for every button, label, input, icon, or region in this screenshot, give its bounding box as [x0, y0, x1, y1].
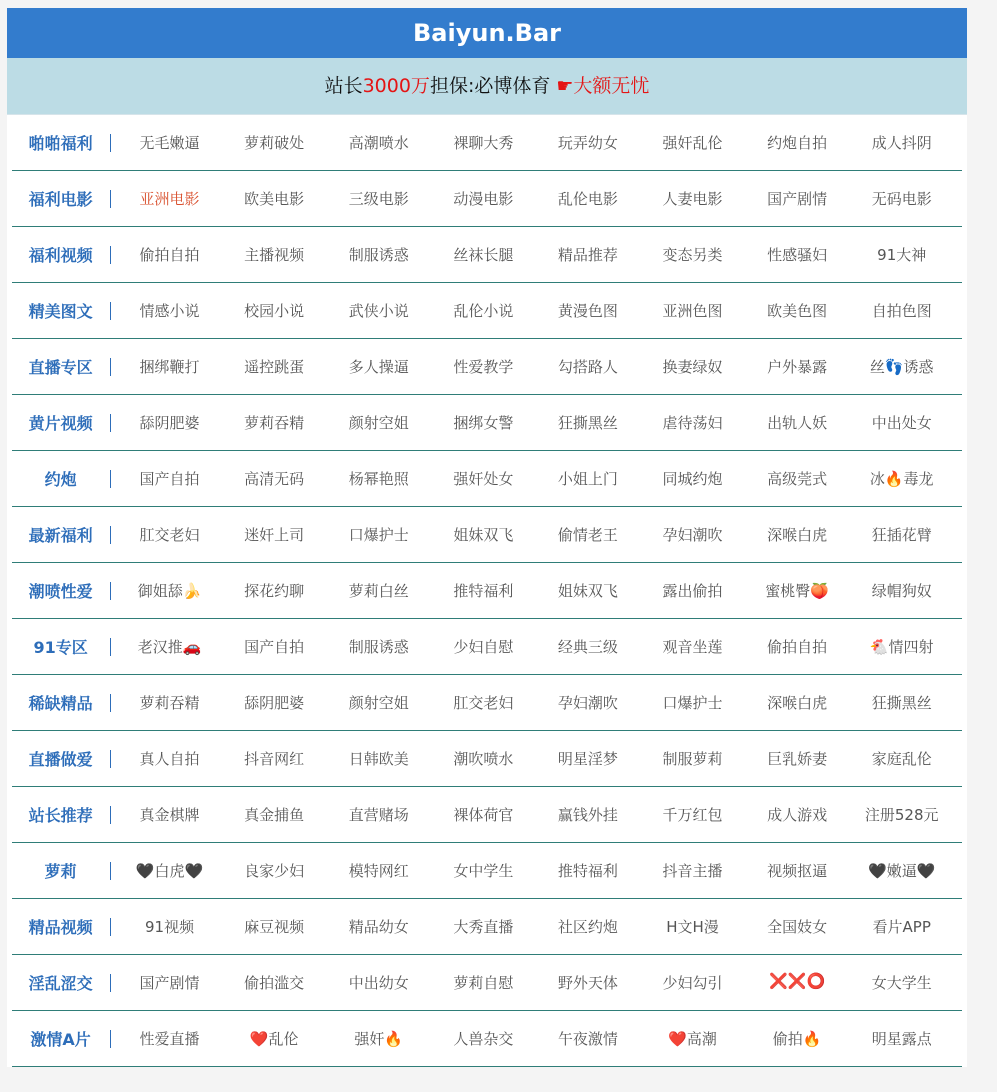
nav-link[interactable]: 人兽杂交: [453, 1030, 514, 1048]
nav-link[interactable]: 丝👣诱惑: [869, 358, 934, 376]
nav-link[interactable]: 91大神: [877, 246, 927, 264]
nav-link[interactable]: 巨乳娇妻: [767, 750, 828, 768]
nav-link[interactable]: 校园小说: [244, 302, 305, 320]
nav-link[interactable]: 肛交老妇: [453, 694, 514, 712]
row-category-title: 约炮: [12, 467, 117, 490]
nav-link[interactable]: 野外天体: [557, 974, 618, 992]
row-links: [117, 412, 962, 433]
nav-link[interactable]: 户外暴露: [767, 358, 828, 376]
nav-link[interactable]: 蜜桃臀🍑: [765, 582, 829, 600]
nav-link[interactable]: 自拍色图: [871, 302, 932, 320]
nav-link[interactable]: 亚洲色图: [662, 302, 723, 320]
nav-link[interactable]: 露出偷拍: [662, 582, 723, 600]
site-logo-link[interactable]: Baiyun.Bar: [413, 19, 561, 47]
nav-link[interactable]: 绿帽狗奴: [871, 582, 932, 600]
nav-link[interactable]: 颜射空姐: [348, 414, 409, 432]
nav-link[interactable]: 萝莉自慰: [453, 974, 514, 992]
nav-link[interactable]: 偷拍🔥: [772, 1030, 822, 1048]
nav-link[interactable]: 推特福利: [557, 862, 618, 880]
nav-link[interactable]: 注册528元: [864, 806, 939, 824]
nav-row: [12, 115, 962, 171]
nav-link[interactable]: 偷拍自拍: [139, 246, 200, 264]
nav-link[interactable]: 大秀直播: [453, 918, 514, 936]
promo-middle: 担保:必博体育: [429, 75, 557, 97]
nav-link[interactable]: 抖音网红: [244, 750, 305, 768]
nav-link[interactable]: 观音坐莲: [662, 638, 723, 656]
row-links: [117, 580, 962, 601]
nav-link[interactable]: 裸体荷官: [453, 806, 514, 824]
row-category-title: 直播专区: [12, 355, 117, 378]
row-links: [117, 636, 962, 657]
row-links: [117, 188, 962, 209]
row-links: [117, 972, 962, 993]
nav-link[interactable]: 无毛嫩逼: [139, 134, 200, 152]
nav-link[interactable]: 直营赌场: [348, 806, 409, 824]
promo-amount: 3000万: [362, 75, 430, 97]
row-links: [117, 300, 962, 321]
row-category-title: 稀缺精品: [12, 691, 117, 714]
nav-link[interactable]: 🖤白虎🖤: [135, 862, 204, 880]
nav-link[interactable]: 抖音主播: [662, 862, 723, 880]
nav-link[interactable]: 制服诱惑: [348, 638, 409, 656]
nav-link[interactable]: 约炮自拍: [767, 134, 828, 152]
nav-link[interactable]: 国产剧情: [139, 974, 200, 992]
row-category-title: 直播做爱: [12, 747, 117, 770]
nav-link[interactable]: 千万红包: [662, 806, 723, 824]
nav-link[interactable]: 口爆护士: [662, 694, 723, 712]
nav-link[interactable]: 中出幼女: [348, 974, 409, 992]
site-header: [7, 8, 967, 58]
nav-link[interactable]: 杨幂艳照: [348, 470, 409, 488]
nav-link[interactable]: 出轨人妖: [767, 414, 828, 432]
nav-link[interactable]: 多人操逼: [348, 358, 409, 376]
nav-link[interactable]: 制服诱惑: [348, 246, 409, 264]
row-category-title: 精品视频: [12, 915, 117, 938]
nav-link[interactable]: 高潮喷水: [348, 134, 409, 152]
nav-link[interactable]: 女中学生: [453, 862, 514, 880]
nav-row: [12, 843, 962, 899]
nav-link[interactable]: 深喉白虎: [767, 694, 828, 712]
nav-link[interactable]: 颜射空姐: [348, 694, 409, 712]
nav-link[interactable]: 三级电影: [348, 190, 409, 208]
nav-link[interactable]: 探花约聊: [244, 582, 305, 600]
nav-link[interactable]: 勾搭路人: [557, 358, 618, 376]
nav-link[interactable]: 🐔情四射: [869, 638, 934, 656]
nav-row: [12, 451, 962, 507]
nav-link[interactable]: 强奸🔥: [354, 1030, 404, 1048]
nav-link[interactable]: 家庭乱伦: [871, 750, 932, 768]
row-category-title: 萝莉: [12, 859, 117, 882]
row-links: [117, 860, 962, 881]
nav-link[interactable]: 乱伦电影: [557, 190, 618, 208]
nav-row: [12, 955, 962, 1011]
nav-link[interactable]: 玩弄幼女: [557, 134, 618, 152]
row-links: [117, 244, 962, 265]
nav-link[interactable]: 人妻电影: [662, 190, 723, 208]
nav-link[interactable]: 制服萝莉: [662, 750, 723, 768]
page-container: [7, 8, 967, 1067]
nav-link[interactable]: 御姐舔🍌: [137, 582, 202, 600]
row-category-title: 精美图文: [12, 299, 117, 322]
row-category-title: 淫乱涩交: [12, 971, 117, 994]
row-category-title: 福利视频: [12, 243, 117, 266]
nav-link[interactable]: 舔阴肥婆: [244, 694, 305, 712]
nav-link[interactable]: 偷拍自拍: [767, 638, 828, 656]
nav-link[interactable]: 麻豆视频: [244, 918, 305, 936]
nav-link[interactable]: 91视频: [145, 918, 195, 936]
nav-link[interactable]: 精品推荐: [557, 246, 618, 264]
nav-row: [12, 171, 962, 227]
nav-link[interactable]: 遥控跳蛋: [244, 358, 305, 376]
nav-row: [12, 507, 962, 563]
nav-row: [12, 227, 962, 283]
nav-link[interactable]: 中出处女: [871, 414, 932, 432]
nav-link[interactable]: 强奸处女: [453, 470, 514, 488]
nav-link[interactable]: 萝莉破处: [244, 134, 305, 152]
row-category-title: 激情A片: [12, 1027, 117, 1050]
nav-link[interactable]: 成人抖阴: [871, 134, 932, 152]
nav-row: [12, 675, 962, 731]
nav-link[interactable]: 国产自拍: [139, 470, 200, 488]
nav-link[interactable]: 明星露点: [871, 1030, 932, 1048]
row-category-title: 啪啪福利: [12, 131, 117, 154]
nav-link[interactable]: 全国妓女: [767, 918, 828, 936]
nav-link[interactable]: 日韩欧美: [348, 750, 409, 768]
nav-link[interactable]: 性爱教学: [453, 358, 514, 376]
row-links: [117, 692, 962, 713]
nav-link[interactable]: 赢钱外挂: [557, 806, 618, 824]
nav-link[interactable]: H文H漫: [666, 918, 719, 936]
nav-link[interactable]: 女大学生: [871, 974, 932, 992]
nav-row: [12, 395, 962, 451]
nav-link[interactable]: 社区约炮: [557, 918, 618, 936]
nav-link[interactable]: 性感骚妇: [767, 246, 828, 264]
nav-link[interactable]: 少妇勾引: [662, 974, 723, 992]
nav-link[interactable]: 萝莉吞精: [244, 414, 305, 432]
row-links: [117, 468, 962, 489]
nav-link[interactable]: 主播视频: [244, 246, 305, 264]
nav-link[interactable]: 模特网红: [348, 862, 409, 880]
nav-link[interactable]: 视频抠逼: [767, 862, 828, 880]
nav-link[interactable]: 换妻绿奴: [662, 358, 723, 376]
nav-link[interactable]: 姐妹双飞: [557, 582, 618, 600]
nav-link[interactable]: 欧美电影: [244, 190, 305, 208]
row-links: [117, 748, 962, 769]
row-links: [117, 524, 962, 545]
nav-link[interactable]: 黄漫色图: [557, 302, 618, 320]
nav-link[interactable]: 变态另类: [662, 246, 723, 264]
nav-link[interactable]: ❌❌⭕: [769, 972, 826, 990]
nav-link[interactable]: 偷情老王: [557, 526, 618, 544]
nav-link[interactable]: 口爆护士: [348, 526, 409, 544]
nav-link[interactable]: 强奸乱伦: [662, 134, 723, 152]
nav-link[interactable]: 高清无码: [244, 470, 305, 488]
nav-link[interactable]: 潮吹喷水: [453, 750, 514, 768]
promo-banner[interactable]: [7, 58, 967, 115]
nav-link[interactable]: 武侠小说: [348, 302, 409, 320]
nav-link[interactable]: 偷拍滥交: [244, 974, 305, 992]
row-category-title: 福利电影: [12, 187, 117, 210]
nav-link[interactable]: 肛交老妇: [139, 526, 200, 544]
nav-link[interactable]: 捆绑鞭打: [139, 358, 200, 376]
nav-link[interactable]: 动漫电影: [453, 190, 514, 208]
nav-link[interactable]: 高级莞式: [767, 470, 828, 488]
nav-link[interactable]: 无码电影: [871, 190, 932, 208]
nav-link[interactable]: ❤️乱伦: [249, 1030, 299, 1048]
nav-link[interactable]: 成人游戏: [767, 806, 828, 824]
nav-link[interactable]: 性爱直播: [139, 1030, 200, 1048]
row-category-title: 黄片视频: [12, 411, 117, 434]
nav-row: [12, 731, 962, 787]
nav-link[interactable]: 明星淫梦: [557, 750, 618, 768]
nav-link[interactable]: 捆绑女警: [453, 414, 514, 432]
category-nav-table: [12, 115, 962, 1067]
row-category-title: 站长推荐: [12, 803, 117, 826]
nav-link[interactable]: ❤️高潮: [668, 1030, 717, 1048]
nav-link[interactable]: 情感小说: [139, 302, 200, 320]
promo-prefix: 站长: [324, 75, 363, 97]
nav-link[interactable]: 看片APP: [872, 918, 931, 936]
nav-link[interactable]: 乱伦小说: [453, 302, 514, 320]
nav-row: [12, 619, 962, 675]
nav-link[interactable]: 欧美色图: [767, 302, 828, 320]
row-links: [117, 804, 962, 825]
nav-link[interactable]: 狂撕黑丝: [871, 694, 932, 712]
nav-link[interactable]: 舔阴肥婆: [139, 414, 200, 432]
nav-row: [12, 283, 962, 339]
row-links: [117, 916, 962, 937]
nav-link[interactable]: 亚洲电影: [139, 190, 200, 208]
nav-row: [12, 563, 962, 619]
nav-link[interactable]: 迷奸上司: [244, 526, 305, 544]
row-category-title: 91专区: [12, 635, 117, 658]
nav-row: [12, 787, 962, 843]
nav-link[interactable]: 国产剧情: [767, 190, 828, 208]
nav-link[interactable]: 姐妹双飞: [453, 526, 514, 544]
nav-link[interactable]: 深喉白虎: [767, 526, 828, 544]
nav-link[interactable]: 孕妇潮吹: [557, 694, 618, 712]
nav-link[interactable]: 狂撕黑丝: [557, 414, 618, 432]
row-links: [117, 1028, 962, 1049]
nav-link[interactable]: 真人自拍: [139, 750, 200, 768]
nav-link[interactable]: 孕妇潮吹: [662, 526, 723, 544]
nav-link[interactable]: 小姐上门: [557, 470, 618, 488]
nav-link[interactable]: 少妇自慰: [453, 638, 514, 656]
nav-link[interactable]: 老汉推🚗: [137, 638, 202, 656]
row-category-title: 最新福利: [12, 523, 117, 546]
row-category-title: 潮喷性爱: [12, 579, 117, 602]
nav-link[interactable]: 狂插花臂: [871, 526, 932, 544]
nav-link[interactable]: 经典三级: [557, 638, 618, 656]
nav-row: [12, 339, 962, 395]
nav-link[interactable]: 良家少妇: [244, 862, 305, 880]
row-links: [117, 356, 962, 377]
nav-link[interactable]: 真金捕鱼: [244, 806, 305, 824]
row-links: [117, 132, 962, 153]
nav-link[interactable]: 萝莉白丝: [348, 582, 409, 600]
nav-link[interactable]: 推特福利: [453, 582, 514, 600]
nav-link[interactable]: 国产自拍: [244, 638, 305, 656]
nav-row: [12, 1011, 962, 1067]
nav-link[interactable]: 丝袜长腿: [453, 246, 514, 264]
nav-link[interactable]: 精品幼女: [348, 918, 409, 936]
nav-link[interactable]: 午夜激情: [557, 1030, 618, 1048]
nav-link[interactable]: 裸聊大秀: [453, 134, 514, 152]
nav-link[interactable]: 🖤嫩逼🖤: [868, 862, 936, 880]
nav-link[interactable]: 同城约炮: [662, 470, 723, 488]
nav-link[interactable]: 虐待荡妇: [662, 414, 723, 432]
nav-row: [12, 899, 962, 955]
nav-link[interactable]: 真金棋牌: [139, 806, 200, 824]
nav-link[interactable]: 萝莉吞精: [139, 694, 200, 712]
nav-link[interactable]: 冰🔥毒龙: [869, 470, 934, 488]
promo-highlight: ☛大额无忧: [556, 75, 650, 97]
